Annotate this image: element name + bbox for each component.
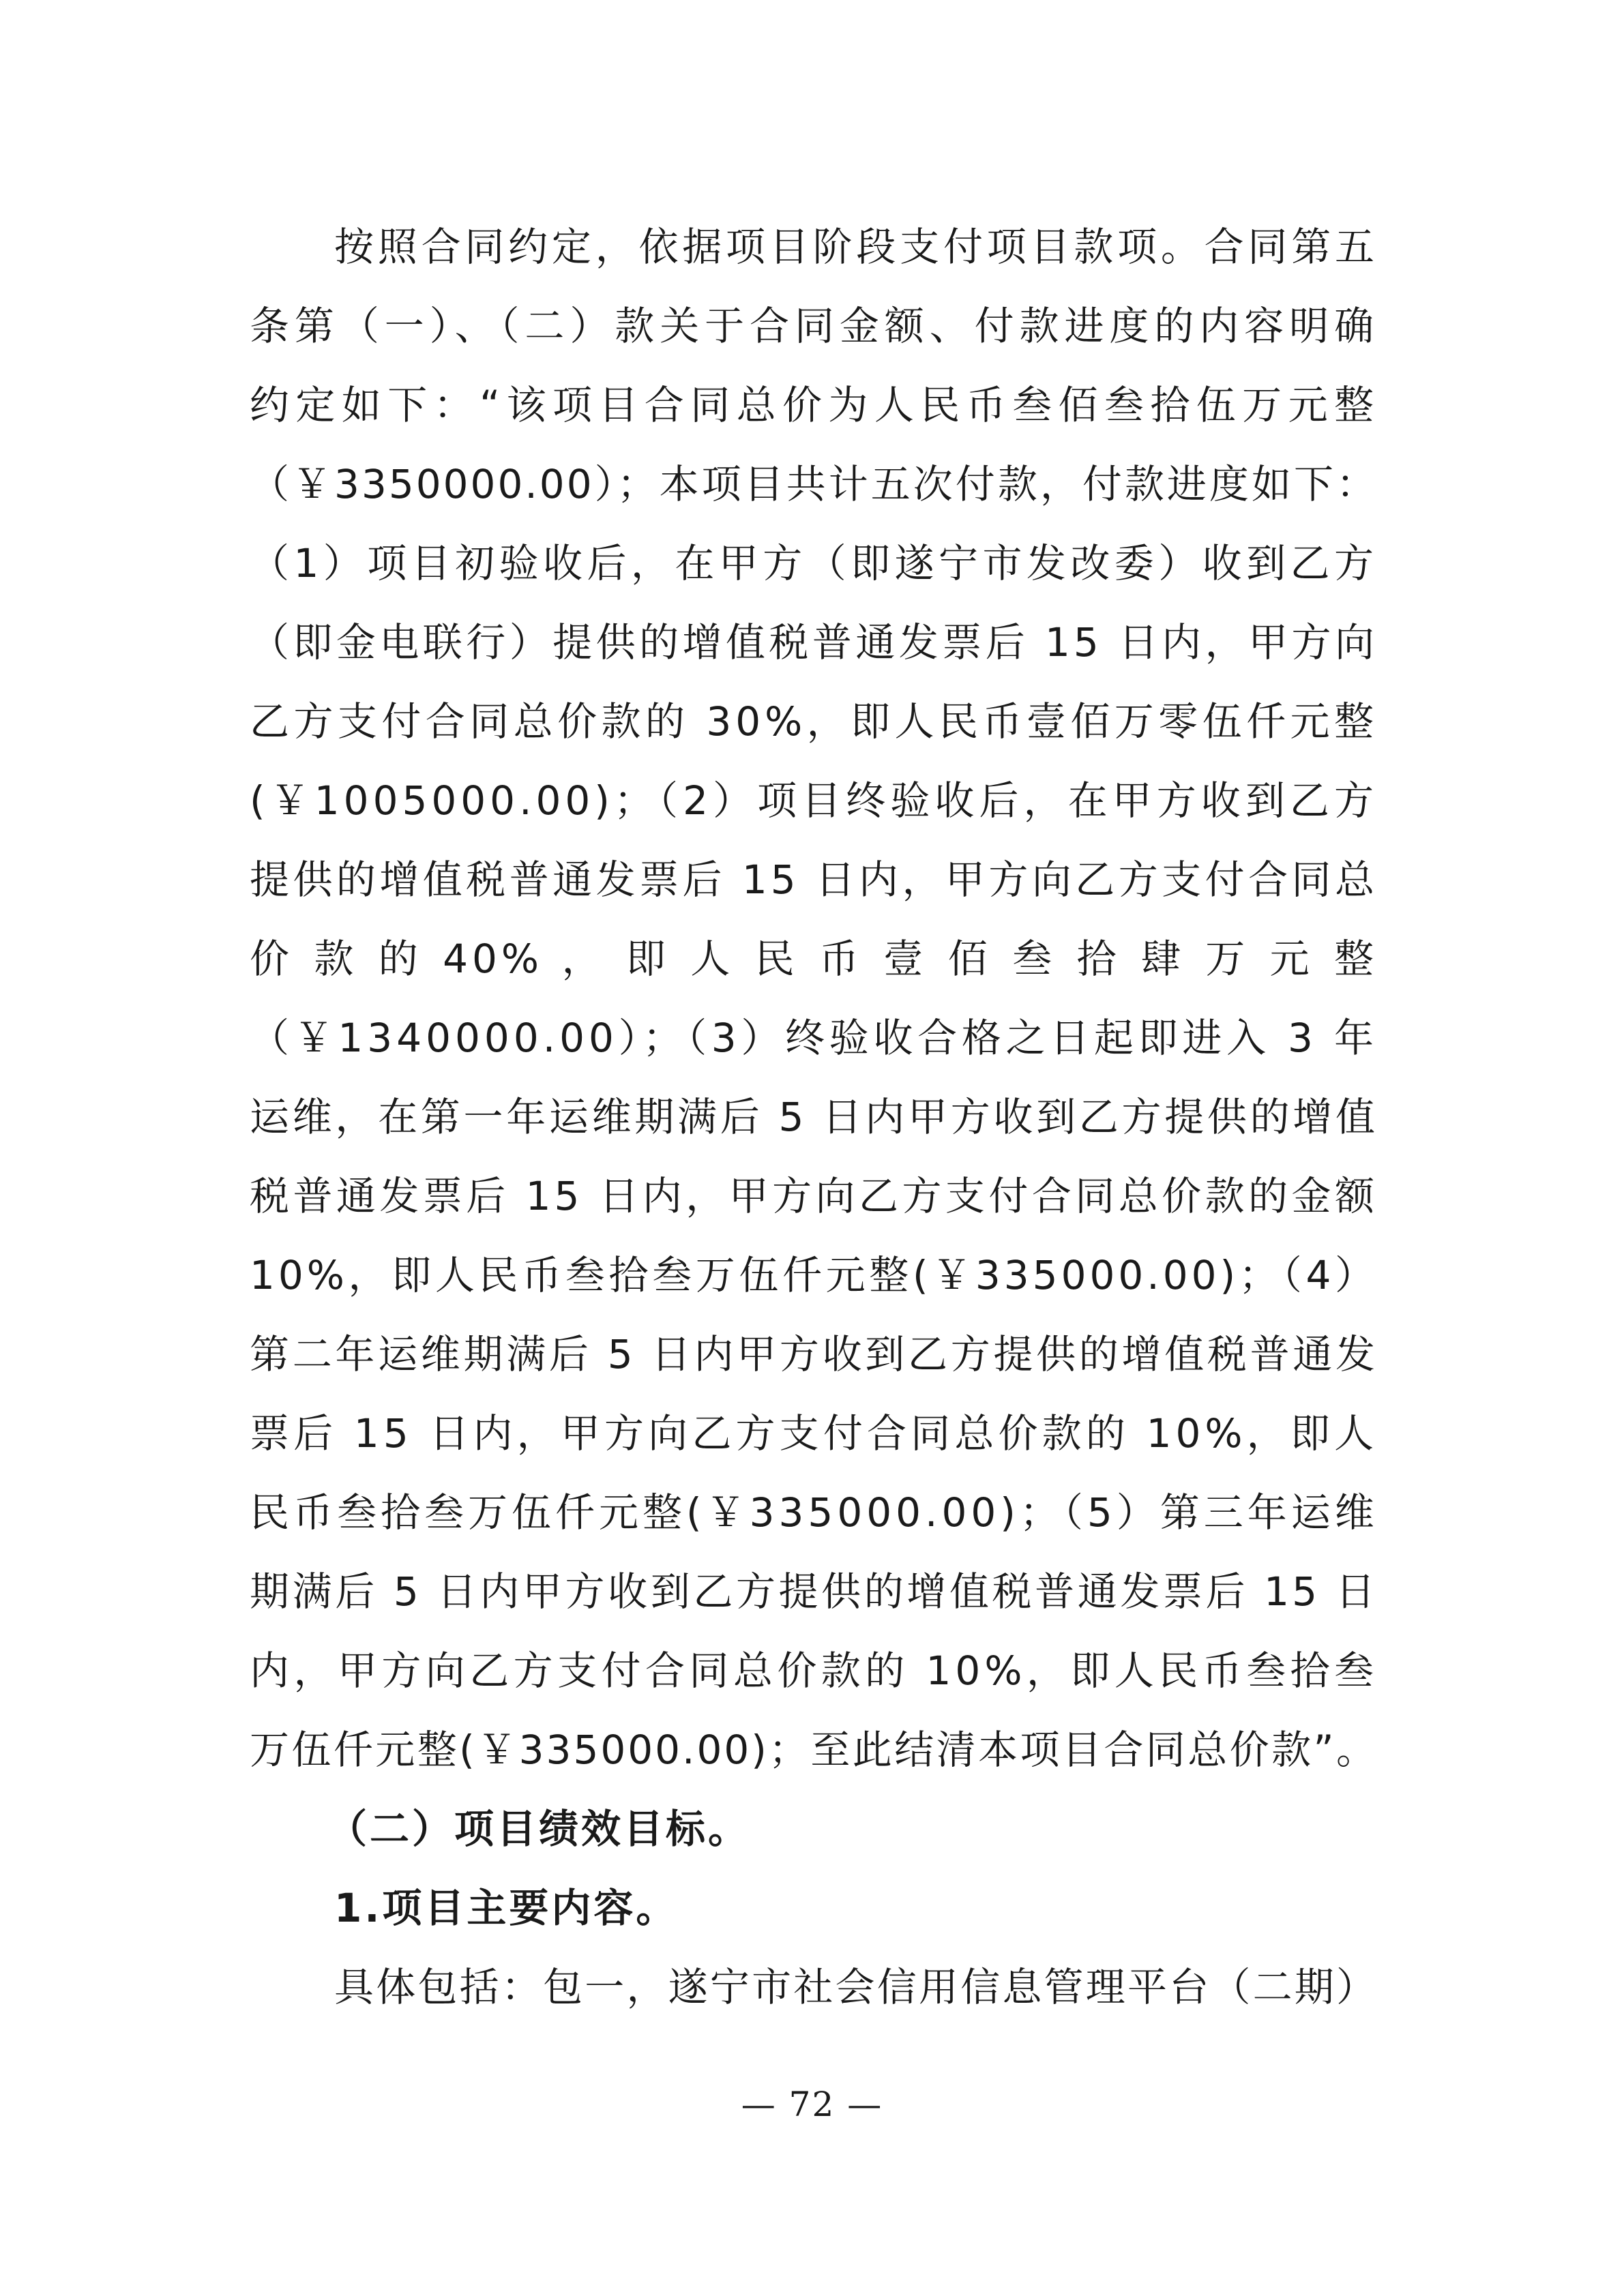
- paragraph-line: （即金电联行）提供的增值税普通发票后 15 日内，甲方向: [250, 619, 1378, 666]
- paragraph-line: 内，甲方向乙方支付合同总价款的 10%，即人民币叁拾叁: [250, 1648, 1378, 1694]
- page-number: — 72 —: [741, 2085, 883, 2124]
- paragraph-line: 乙方支付合同总价款的 30%，即人民币壹佰万零伍仟元整: [250, 698, 1378, 745]
- paragraph-line: 运维，在第一年运维期满后 5 日内甲方收到乙方提供的增值: [250, 1094, 1378, 1140]
- paragraph-line: 期满后 5 日内甲方收到乙方提供的增值税普通发票后 15 日: [250, 1568, 1378, 1615]
- paragraph-line: （￥1340000.00）；（3）终验收合格之日起即进入 3 年: [250, 1015, 1378, 1061]
- paragraph-line: 具体包括：包一，遂宁市社会信用信息管理平台（二期）: [334, 1964, 1378, 2010]
- section-heading: （二）项目绩效目标。: [327, 1806, 751, 1852]
- item-heading: 1.项目主要内容。: [334, 1885, 679, 1931]
- paragraph-line: 税普通发票后 15 日内，甲方向乙方支付合同总价款的金额: [250, 1173, 1378, 1219]
- paragraph-line: 10%，即人民币叁拾叁万伍仟元整(￥335000.00)；（4）: [250, 1252, 1378, 1298]
- paragraph-line: 按照合同约定，依据项目阶段支付项目款项。合同第五: [334, 224, 1378, 270]
- paragraph-line: （￥3350000.00）；本项目共计五次付款，付款进度如下：: [250, 461, 1378, 507]
- paragraph-line: 价 款 的 40% ， 即 人 民 币 壹 佰 叁 拾 肆 万 元 整: [250, 936, 1378, 982]
- paragraph-line: 票后 15 日内，甲方向乙方支付合同总价款的 10%，即人: [250, 1410, 1378, 1457]
- paragraph-line: 约定如下：“该项目合同总价为人民币叁佰叁拾伍万元整: [250, 382, 1378, 428]
- paragraph-line: 民币叁拾叁万伍仟元整(￥335000.00)；（5）第三年运维: [250, 1489, 1378, 1536]
- paragraph-line: （1）项目初验收后，在甲方（即遂宁市发改委）收到乙方: [250, 540, 1378, 586]
- paragraph-line: 提供的增值税普通发票后 15 日内，甲方向乙方支付合同总: [250, 856, 1378, 903]
- paragraph-line: 第二年运维期满后 5 日内甲方收到乙方提供的增值税普通发: [250, 1331, 1378, 1377]
- paragraph-line: 万伍仟元整(￥335000.00)；至此结清本项目合同总价款”。: [250, 1727, 1378, 1773]
- paragraph-line: (￥1005000.00)；（2）项目终验收后，在甲方收到乙方: [250, 777, 1378, 824]
- paragraph-line: 条第（一）、（二）款关于合同金额、付款进度的内容明确: [250, 303, 1378, 349]
